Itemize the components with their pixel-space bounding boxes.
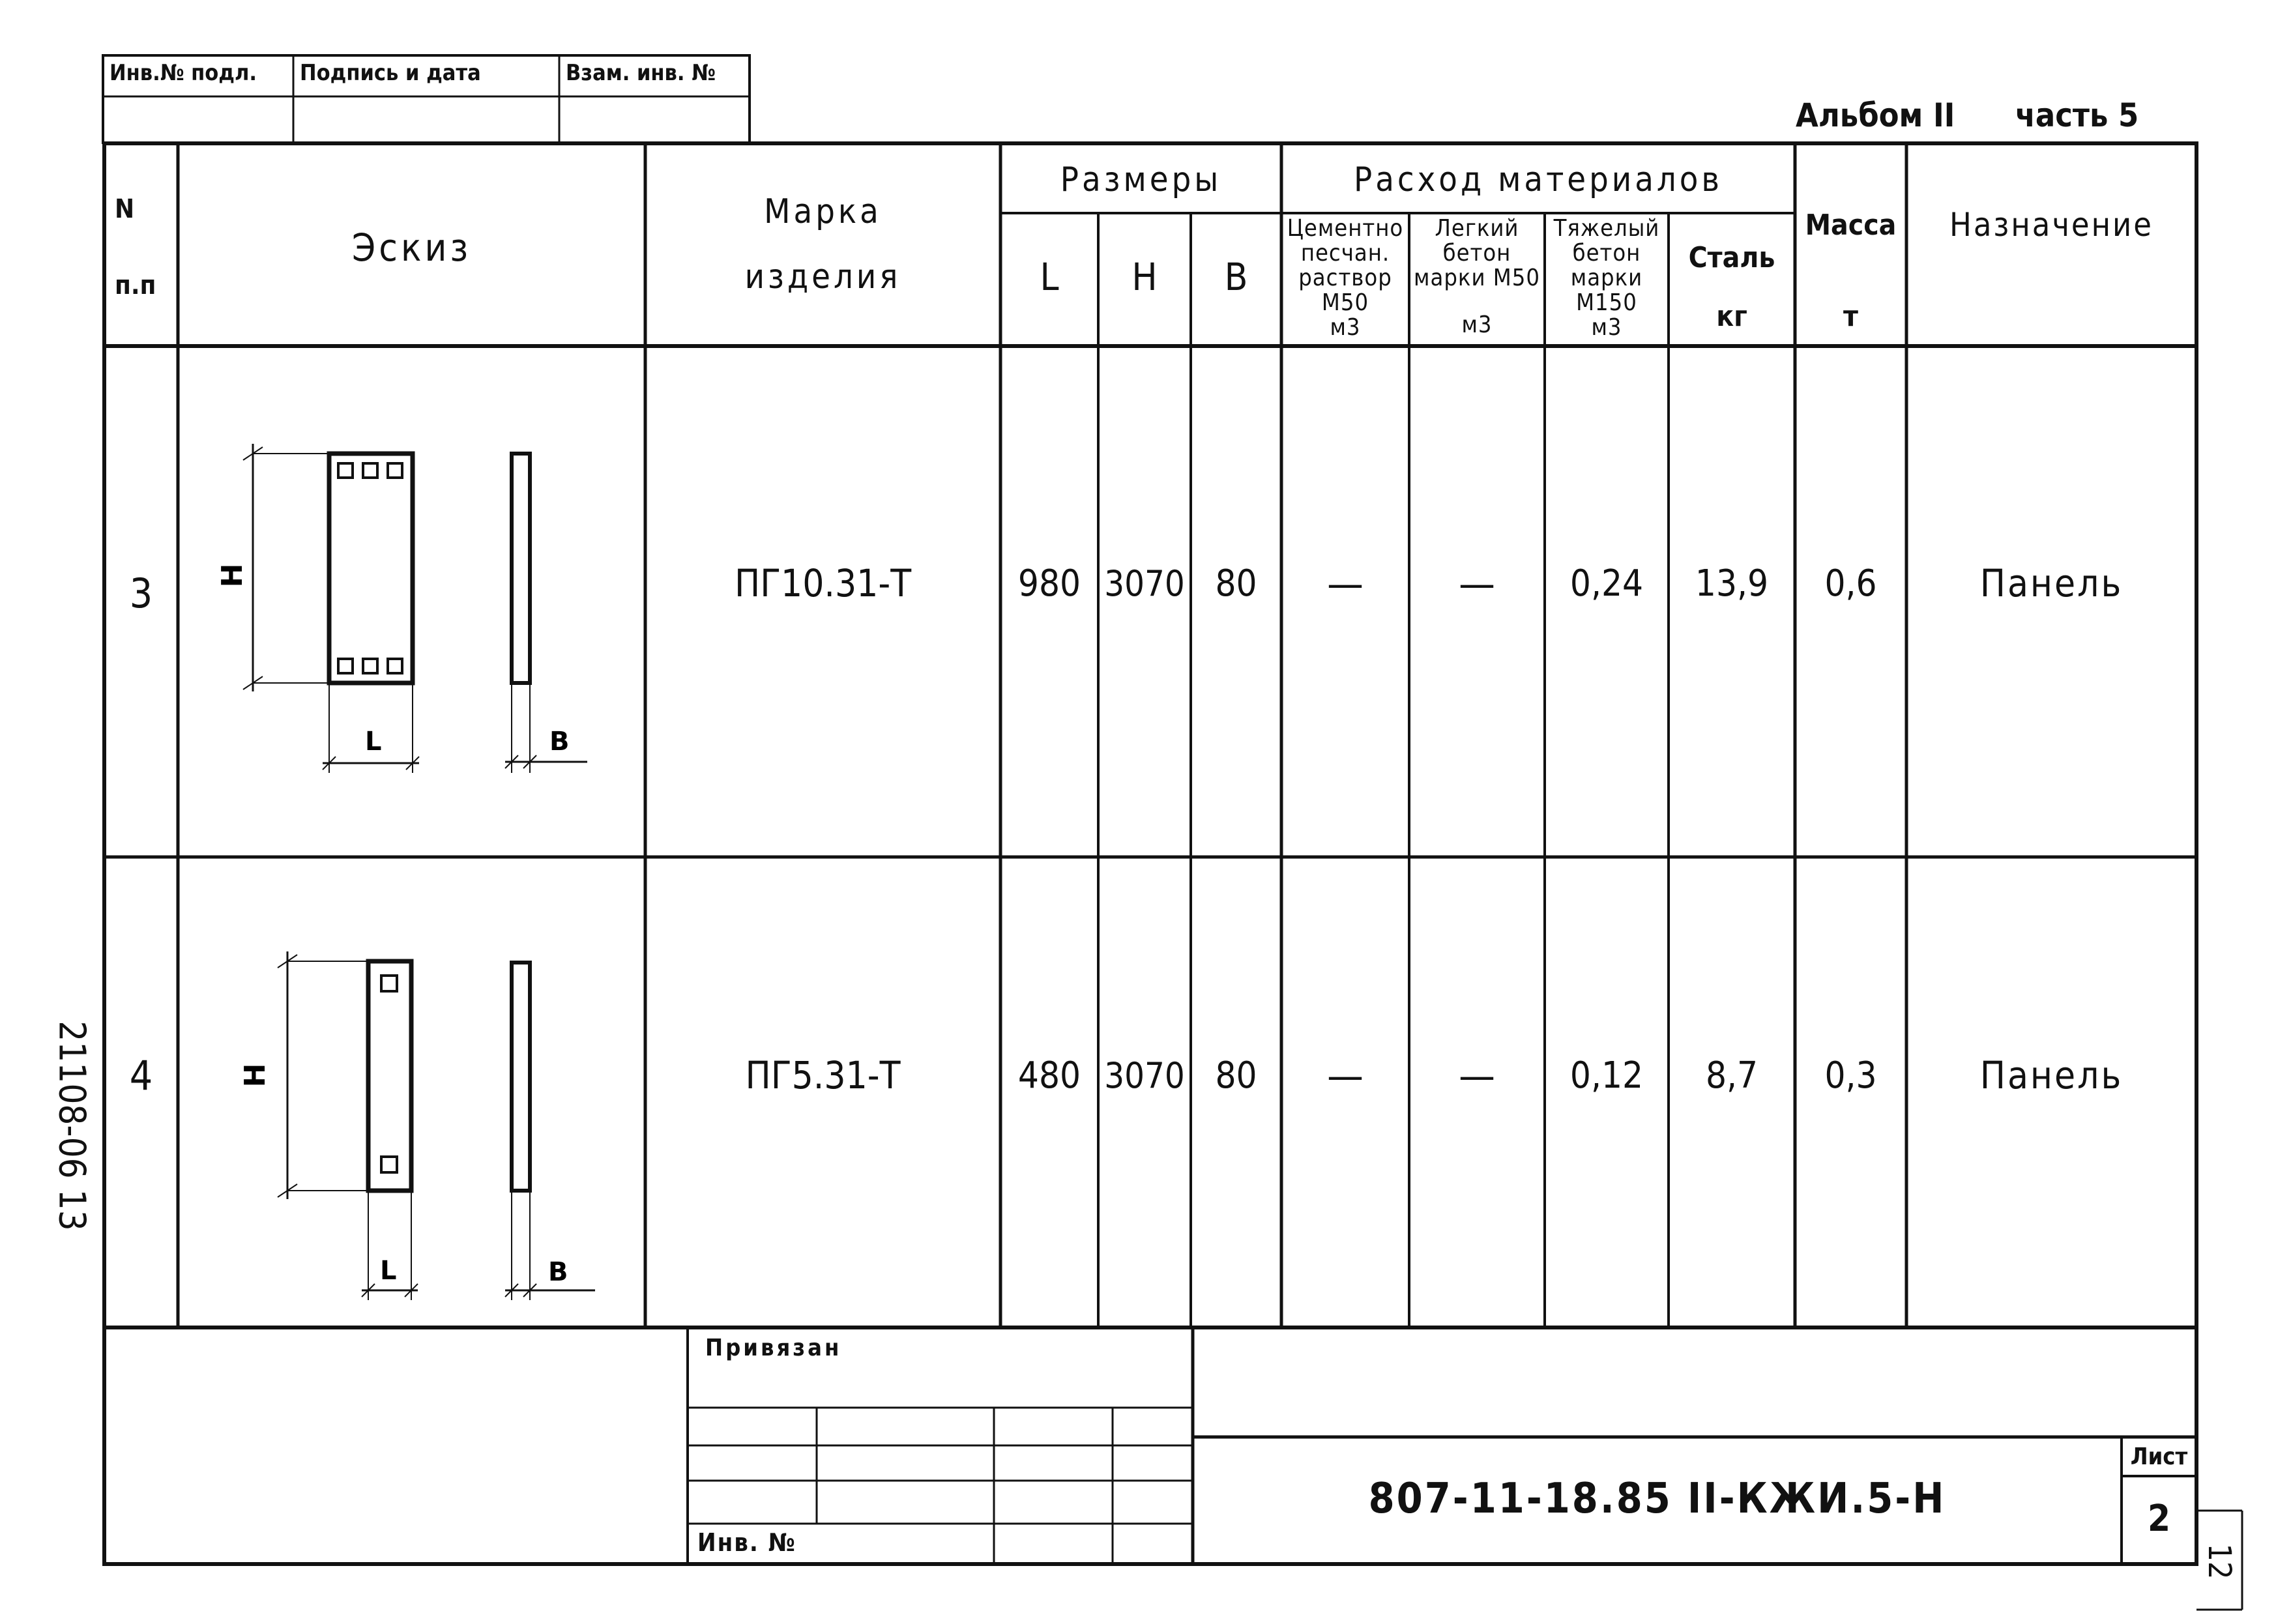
sketch-4-l-label: L	[380, 1256, 397, 1286]
row-3-mortar: —	[1327, 559, 1364, 607]
sketch-4-b-label: В	[548, 1257, 568, 1287]
row-3-mass: 0,6	[1824, 562, 1877, 605]
stamp-signature-label: Подпись и дата	[300, 60, 481, 86]
row-4-light: —	[1459, 1051, 1495, 1099]
sketch-3-b-label: В	[549, 727, 570, 757]
header-sketch: Эскиз	[351, 225, 472, 270]
row-4-mark: ПГ5.31-Т	[745, 1053, 901, 1097]
row-3-L: 980	[1017, 562, 1081, 605]
header-mass-b: т	[1843, 299, 1858, 333]
header-light-concrete: Легкий бетон марки М50 м3	[1414, 215, 1540, 338]
row-4-steel: 8,7	[1705, 1054, 1758, 1097]
row-3-mark: ПГ10.31-Т	[734, 561, 912, 605]
header-heavy-concrete: Тяжелый бетон марки М150 м3	[1553, 215, 1660, 341]
part-label: часть 5	[2015, 96, 2139, 134]
row-4-num: 4	[129, 1051, 153, 1099]
margin-note: 21108-06 13	[50, 1021, 93, 1231]
header-size-h: Н	[1131, 255, 1158, 299]
header-mortar: Цементно песчан. раствор М50 м3	[1287, 215, 1404, 341]
row-3-B: 80	[1215, 562, 1257, 605]
header-mark-b: изделия	[744, 257, 901, 297]
row-3-heavy: 0,24	[1569, 562, 1644, 605]
sheet-label: Лист	[2130, 1443, 2188, 1470]
header-materials: Расход материалов	[1354, 160, 1723, 199]
row-4-heavy: 0,12	[1569, 1054, 1644, 1097]
album-label: Альбом II	[1796, 96, 1955, 134]
sketch-3-l-label: L	[365, 727, 382, 757]
sketch-3-h-label: Н	[216, 563, 249, 588]
row-3-light: —	[1459, 559, 1495, 607]
row-4-H: 3070	[1104, 1054, 1185, 1096]
sketch-panel-4	[178, 857, 645, 1327]
corner-number: 12	[2201, 1543, 2238, 1580]
header-steel-b: кг	[1716, 299, 1747, 333]
header-sizes: Размеры	[1060, 160, 1222, 199]
header-purpose: Назначение	[1949, 206, 2153, 244]
header-mass-a: Масса	[1805, 208, 1897, 242]
header-size-l: L	[1040, 255, 1059, 299]
sketch-4-h-label: Н	[239, 1063, 272, 1088]
row-3-num: 3	[129, 569, 153, 617]
stamp-inv-label: Инв.№ подл.	[109, 60, 257, 86]
sheet-number: 2	[2147, 1497, 2171, 1540]
footer-inv-label: Инв. №	[697, 1528, 796, 1557]
row-4-B: 80	[1215, 1054, 1257, 1097]
row-4-mass: 0,3	[1824, 1054, 1877, 1097]
row-4-mortar: —	[1327, 1051, 1364, 1099]
sketch-panel-3	[178, 346, 645, 857]
row-3-steel: 13,9	[1695, 562, 1769, 605]
row-4-purpose: Панель	[1979, 1053, 2123, 1097]
row-3-purpose: Панель	[1979, 561, 2123, 605]
row-3-H: 3070	[1104, 562, 1185, 604]
header-mark-a: Марка	[764, 192, 882, 231]
row-4-L: 480	[1017, 1054, 1081, 1097]
stamp-replace-label: Взам. инв. №	[566, 60, 716, 86]
document-code: 807-11-18.85 II-КЖИ.5-Н	[1368, 1475, 1946, 1523]
header-num-a: N	[115, 194, 135, 224]
header-steel-a: Сталь	[1688, 240, 1775, 274]
header-num-b: п.п	[115, 270, 156, 300]
footer-linked-label: Привязан	[705, 1335, 842, 1361]
header-size-b: В	[1224, 255, 1248, 299]
